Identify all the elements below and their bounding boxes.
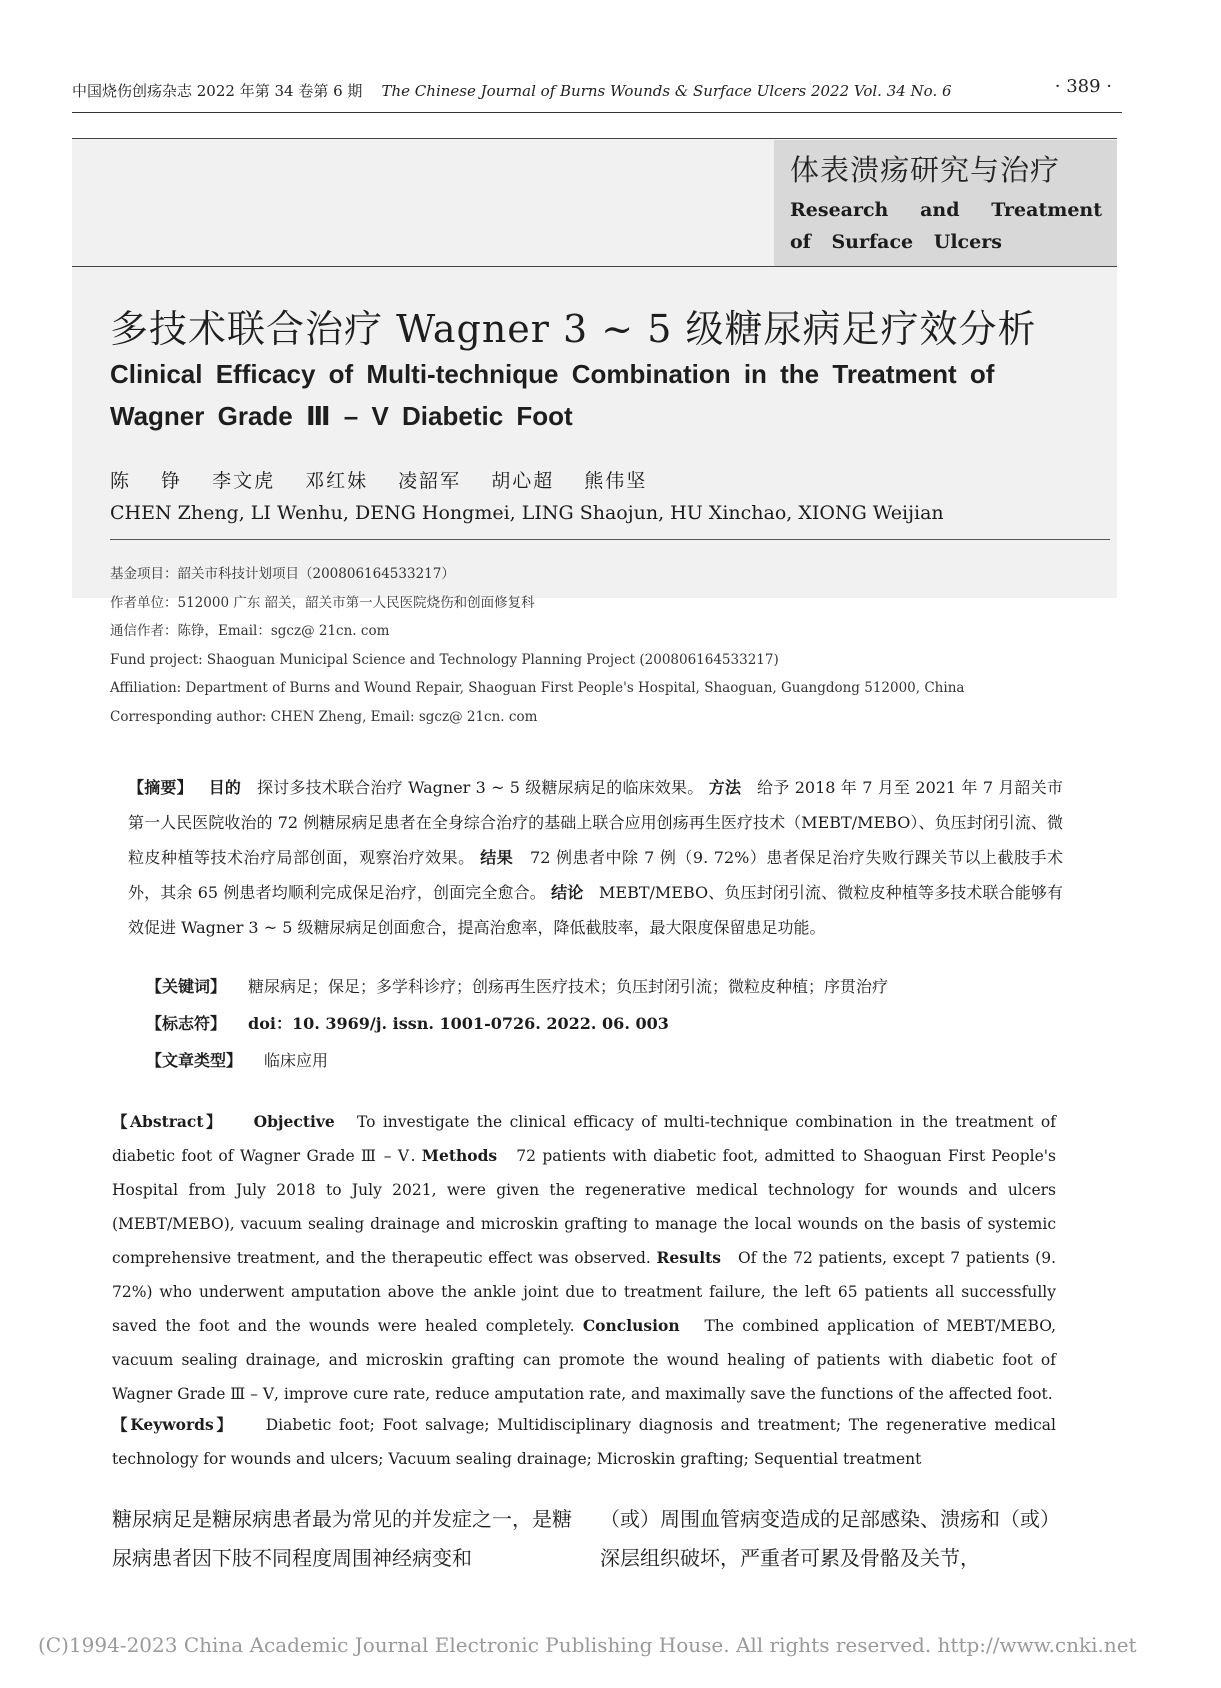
page-number: · 389 ·	[1054, 76, 1112, 97]
authors-en: CHEN Zheng, LI Wenhu, DENG Hongmei, LING Shaojun, HU Xinchao, XIONG Weijian	[110, 502, 944, 524]
conclusion-label-zh: 结论	[551, 883, 584, 902]
running-header	[72, 76, 1122, 113]
methods-label-zh: 方法	[708, 778, 742, 797]
article-title-en-line1: Clinical Efficacy of Multi-technique Combination in the Treatment of	[110, 359, 995, 389]
abstract-en	[112, 1105, 1056, 1411]
journal-name-en: The Chinese Journal of Burns Wounds & Surface Ulcers 2022 Vol. 34 No. 6	[381, 82, 952, 100]
section-title-zh: 体表溃疡研究与治疗	[790, 153, 1061, 187]
corresponding-author-en: Corresponding author: CHEN Zheng, Email: sgcz@ 21cn. com	[110, 708, 538, 725]
article-type-label: 【文章类型】	[146, 1051, 243, 1070]
copyright-footer: (C)1994-2023 China Academic Journal Electronic Publishing House. All rights reserved. http://www.cnki.net	[38, 1633, 1137, 1657]
results-en: Of the 72 patients, except 7 patients (9. 72%) who underwent amputation above the ankle joint due to treatment failure, the left 65 patients all successfully saved the foot and the wounds were healed completely.	[112, 1249, 1056, 1335]
journal-name-zh: 中国烧伤创疡杂志 2022 年第 34 卷第 6 期	[72, 82, 363, 100]
methods-en: 72 patients with diabetic foot, admitted to Shaoguan First People's Hospital from July 2018 to July 2021, were given the regenerative medical technology for wounds and ulcers (MEBT/MEBO), vacuum sealing drainage and microskin grafting to manage the local wounds on the basis of systemic comprehensive treatment, and the therapeutic effect was observed.	[112, 1147, 1057, 1267]
abstract-zh-label: 【摘要】	[128, 778, 193, 797]
article-metadata	[110, 560, 964, 731]
affiliation-zh: 作者单位：512000 广东 韶关，韶关市第一人民医院烧伤和创面修复科	[110, 594, 535, 611]
article-title-en	[110, 353, 1060, 437]
body-text-column-1: 糖尿病足是糖尿病患者最为常见的并发症之一，是糖尿病患者因下肢不同程度周围神经病变和	[112, 1507, 572, 1570]
article-title-zh: 多技术联合治疗 Wagner 3 ~ 5 级糖尿病足疗效分析	[110, 307, 1037, 351]
results-label-zh: 结果	[480, 848, 514, 867]
section-title-en: Research and Treatment of Surface Ulcers	[790, 199, 1102, 253]
abstract-en-label: 【Abstract】	[112, 1112, 224, 1131]
affiliation-en: Affiliation: Department of Burns and Wound Repair, Shaoguan First People's Hospital, Shaoguan, Guangdong 512000, China	[110, 680, 965, 696]
corresponding-author-zh: 通信作者：陈铮，Email：sgcz@ 21cn. com	[110, 623, 390, 639]
keywords-row-zh	[146, 968, 1066, 1005]
keywords-en: Diabetic foot; Foot salvage; Multidisciplinary diagnosis and treatment; The regenerative medical technology for wounds and ulcers; Vacuum sealing drainage; Microskin grafting; Sequential treatment	[112, 1416, 1056, 1468]
objective-label-zh: 目的	[208, 778, 242, 797]
results-label-en: Results	[656, 1248, 722, 1267]
conclusion-en: The combined application of MEBT/MEBO, vacuum sealing drainage, and microskin grafting can promote the wound healing of patients with diabetic foot of Wagner Grade Ⅲ – Ⅴ, improve cure rate, reduce amputation rate, and maximally save the functions of the affected foot.	[112, 1317, 1056, 1403]
top-rule	[72, 138, 1117, 139]
results-zh: 72 例患者中除 7 例（9. 72%）患者保足治疗失败行踝关节以上截肢手术外，其余 65 例患者均顺利完成保足治疗，创面完全愈合。	[128, 848, 1063, 902]
abstract-zh	[128, 770, 1063, 945]
doi-label: 【标志符】	[146, 1014, 227, 1033]
article-title-en-line2: Wagner Grade Ⅲ – V Diabetic Foot	[110, 401, 573, 431]
conclusion-label-en: Conclusion	[582, 1316, 680, 1335]
doi-value: doi：10. 3969/j. issn. 1001-0726. 2022. 06. 003	[248, 1014, 669, 1033]
body-text-column-2: （或）周围血管病变造成的足部感染、溃疡和（或）深层组织破坏，严重者可累及骨骼及关节，	[600, 1507, 1060, 1570]
methods-label-en: Methods	[421, 1146, 498, 1165]
keywords-label-en: 【Keywords】	[112, 1415, 235, 1434]
conclusion-zh: MEBT/MEBO、负压封闭引流、微粒皮种植等多技术联合能够有效促进 Wagner 3 ~ 5 级糖尿病足创面愈合，提高治愈率，降低截肢率，最大限度保留患足功能。	[128, 883, 1063, 937]
section-rule	[72, 266, 1117, 267]
keywords-block-zh	[146, 968, 1066, 1079]
objective-zh: 探讨多技术联合治疗 Wagner 3 ~ 5 级糖尿病足的临床效果。	[256, 778, 704, 797]
fund-project-en: Fund project: Shaoguan Municipal Science and Technology Planning Project (200806164533217)	[110, 651, 779, 668]
methods-zh: 给予 2018 年 7 月至 2021 年 7 月韶关市第一人民医院收治的 72 例糖尿病足患者在全身综合治疗的基础上联合应用创疡再生医疗技术（MEBT/MEBO）、负压封闭引流、微粒皮种植等技术治疗局部创面，观察治疗效果。	[128, 778, 1063, 867]
article-type-value: 临床应用	[264, 1051, 329, 1070]
objective-en: To investigate the clinical efficacy of multi-technique combination in the treatment of diabetic foot of Wagner Grade Ⅲ – Ⅴ.	[112, 1113, 1056, 1165]
author-rule	[110, 539, 1110, 540]
keywords-label-zh: 【关键词】	[146, 977, 227, 996]
doi-row	[146, 1005, 1066, 1042]
article-type-row	[146, 1042, 1066, 1079]
keywords-block-en	[112, 1408, 1056, 1476]
objective-label-en: Objective	[253, 1112, 335, 1131]
fund-project-zh: 基金项目：韶关市科技计划项目（200806164533217）	[110, 566, 455, 582]
keywords-zh: 糖尿病足；保足；多学科诊疗；创疡再生医疗技术；负压封闭引流；微粒皮种植；序贯治疗	[248, 977, 889, 996]
authors-zh: 陈 铮 李文虎 邓红妹 凌韶军 胡心超 熊伟坚	[110, 470, 648, 492]
